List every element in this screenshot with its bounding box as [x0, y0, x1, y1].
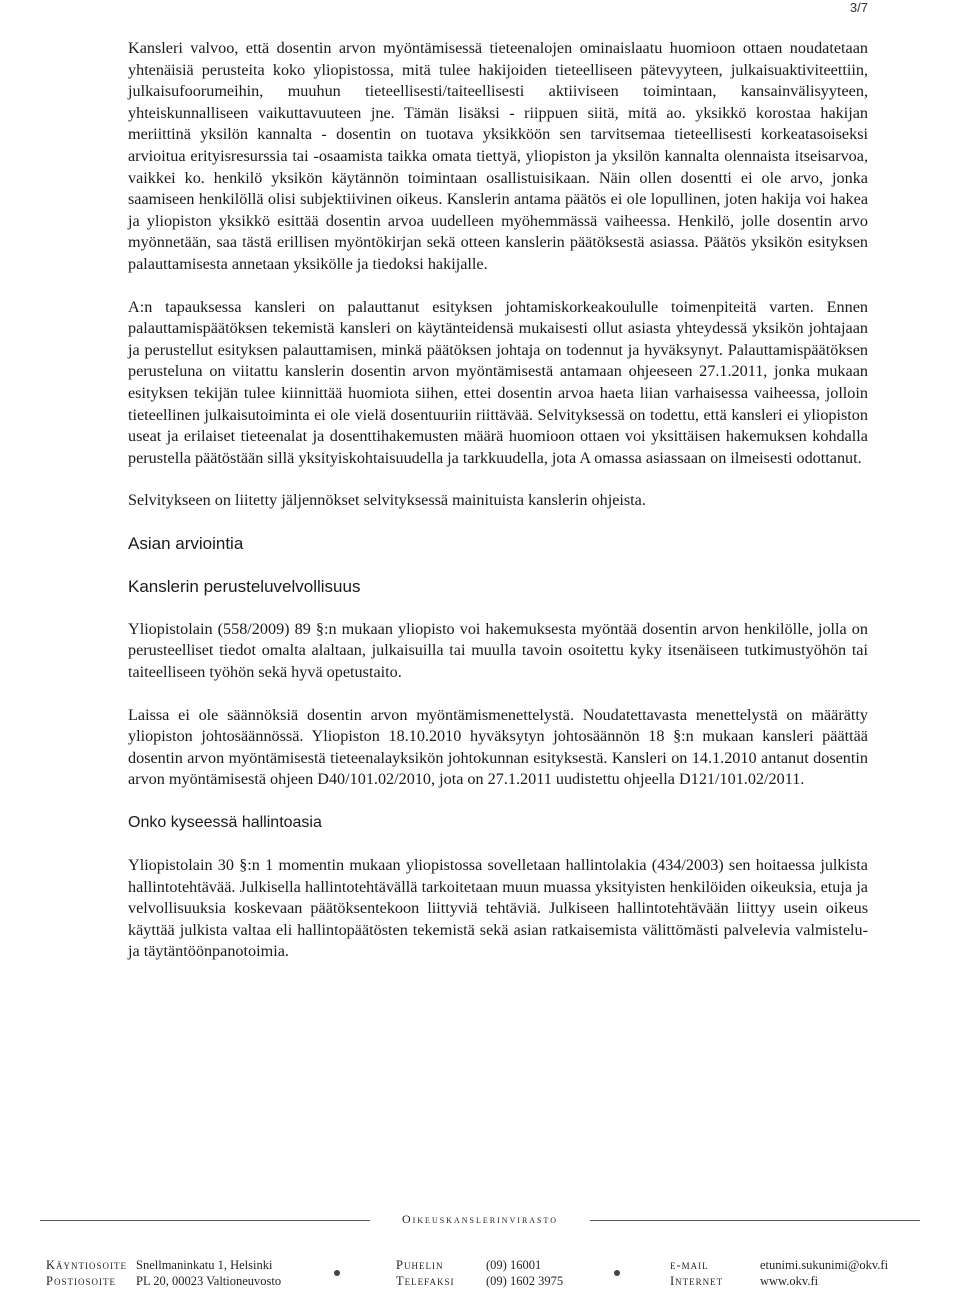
heading-perusteluvelvollisuus: Kanslerin perusteluvelvollisuus	[128, 576, 361, 596]
heading-hallintoasia: Onko kyseessä hallintoasia	[128, 814, 322, 832]
footer-organization: Oikeuskanslerinvirasto	[401, 1212, 559, 1226]
paragraph-yliopistolaki-89: Yliopistolain (558/2009) 89 §:n mukaan yliopisto voi hakemuksesta myöntää dosentin arvon henkilölle, jolla on perusteelliset tiedot omalta alaltaan, julkaisuilla tai muulla tavoin osoitettu kyky itsenäiseen tutkimustyöhön tai taiteelliseen työhön sekä hyvä opetustaito.	[128, 619, 868, 682]
visit-address-label: Käyntiosoite	[46, 1258, 128, 1272]
post-address-value: PL 20, 00023 Valtioneuvosto	[136, 1274, 282, 1288]
page-number: 3/7	[849, 0, 868, 15]
email-value: etunimi.sukunimi@okv.fi	[760, 1258, 889, 1272]
paragraph-johtosaanto: Laissa ei ole säännöksiä dosentin arvon myöntämismenettelystä. Noudatettavasta menettelystä on määrätty yliopiston johtosäännössä. Yliopiston 18.10.2010 hyväksytyn johtosäännön 18 §:n mukaan kansleri päättää dosentin arvon myöntämisestä tieteenalayksikön johtokunnan esityksestä. Kansleri on 14.1.2010 antanut dosentin arvon myöntämisestä ohjeen D40/101.02/2010, jota on 27.1.2011 uudistettu ohjeella D121/101.02/2011.	[128, 705, 868, 789]
paragraph-kansleri-valvoo: Kansleri valvoo, että dosentin arvon myöntämisessä tieteenalojen ominaislaatu huomioon ottaen noudatetaan yhtenäisiä perusteita koko yliopistossa, mitä tulee hakijoiden tieteelliseen pätevyyteen, julkaisuaktiviteettiin, julkaisufoorumeihin, muuhun tieteellisesti/taiteellisesti aktiiviseen toimintaan, kansainvälisyyteen, yhteiskunnalliseen vaikuttavuuteen jne. Tämän lisäksi - riippuen siitä, mitä ao. yksikkö korostaa hakijan meriittinä yksilön kannalta - dosentin on tuotava yksikköön sen tarvitsemaa tieteellisesti korkeatasoiseksi arvioitua erityisresurssia tai -osaamista taikka omata tiettyä, yliopiston ja yksilön kannalta olennaista itseisarvoa, vaikkei ko. henkilö yksikön käytännön toimintaan osallistuisikaan. Näin ollen dosentti ei ole arvo, jonka saamiseen henkilöllä olisi subjektiivinen oikeus. Kanslerin antama päätös ei ole lopullinen, joten hakija voi hakea ja yliopiston yksikkö esittää dosentin arvoa uudelleen myöhemmässä vaiheessa. Henkilö, jolle dosentin arvo myönnetään, saa tästä erillisen myöntökirjan sekä otteen kanslerin päätöksestä asiassa. Päätös yksikön esityksen palauttamisesta annetaan yksikölle ja tiedoksi hakijalle.	[128, 39, 868, 273]
heading-asian-arviointia: Asian arviointia	[128, 533, 244, 553]
internet-value: www.okv.fi	[760, 1274, 819, 1288]
email-label: e-mail	[670, 1258, 709, 1272]
paragraph-a-tapaus: A:n tapauksessa kansleri on palauttanut esityksen johtamiskorkeakoululle toimenpiteitä varten. Ennen palauttamispäätöksen tekemistä kansleri on käytänteidensä mukaisesti ollut asiasta yhteydessä yksikön johtajaan ja perustellut esityksen palauttamisen, minkä päätöksen johtaja on todennut ja hyväksynyt. Palauttamispäätöksen perusteluna on viitattu kanslerin dosentin arvon myöntämisestä antamaan ohjeeseen 27.1.2011, jonka mukaan esityksen tekijän tulee kiinnittää huomiota siihen, ettei dosentin arvoa haeta liian varhaisessa vaiheessa, jolloin tieteellinen julkaisutoiminta ei ole vielä dosentuuriin riittävää. Selvityksessä on todettu, että kansleri ei yliopiston useat ja erilaiset tieteenalat ja dosenttihakemusten määrä huomioon ottaen voi yksittäisen hakemuksen kohdalla perustella päätöstään sillä yksityiskohtaisuudella ja tarkkuudella, jota A omassa asiassaan on ilmeisesti odottanut.	[128, 297, 868, 467]
phone-label: Puhelin	[396, 1258, 444, 1272]
visit-address-value: Snellmaninkatu 1, Helsinki	[136, 1258, 273, 1272]
footer-bullet-icon	[334, 1270, 340, 1276]
internet-label: Internet	[670, 1274, 724, 1288]
fax-label: Telefaksi	[396, 1274, 455, 1288]
post-address-label: Postiosoite	[46, 1274, 116, 1288]
fax-value: (09) 1602 3975	[486, 1274, 564, 1288]
document-body	[128, 38, 868, 963]
phone-value: (09) 16001	[486, 1258, 542, 1272]
paragraph-hallintolaki: Yliopistolain 30 §:n 1 momentin mukaan yliopistossa sovelletaan hallintolakia (434/2003) sen hoitaessa julkista hallintotehtävää. Julkisella hallintotehtävällä tarkoitetaan muun muassa yksityisten henkilöiden oikeuksia, etuja ja velvollisuuksia koskevaan päätöksentekoon liittyviä tehtäviä. Julkiseen hallintotehtävään liittyy usein oikeus käyttää julkista valtaa eli hallintopäätösten tekemistä sekä asian ratkaisemista välittömästi palvelevia valmistelu- ja täytäntöönpanotoimia.	[128, 856, 868, 961]
footer-bullet-icon	[614, 1270, 620, 1276]
paragraph-selvitys-liite: Selvitykseen on liitetty jäljennökset selvityksessä mainituista kanslerin ohjeista.	[128, 491, 646, 510]
